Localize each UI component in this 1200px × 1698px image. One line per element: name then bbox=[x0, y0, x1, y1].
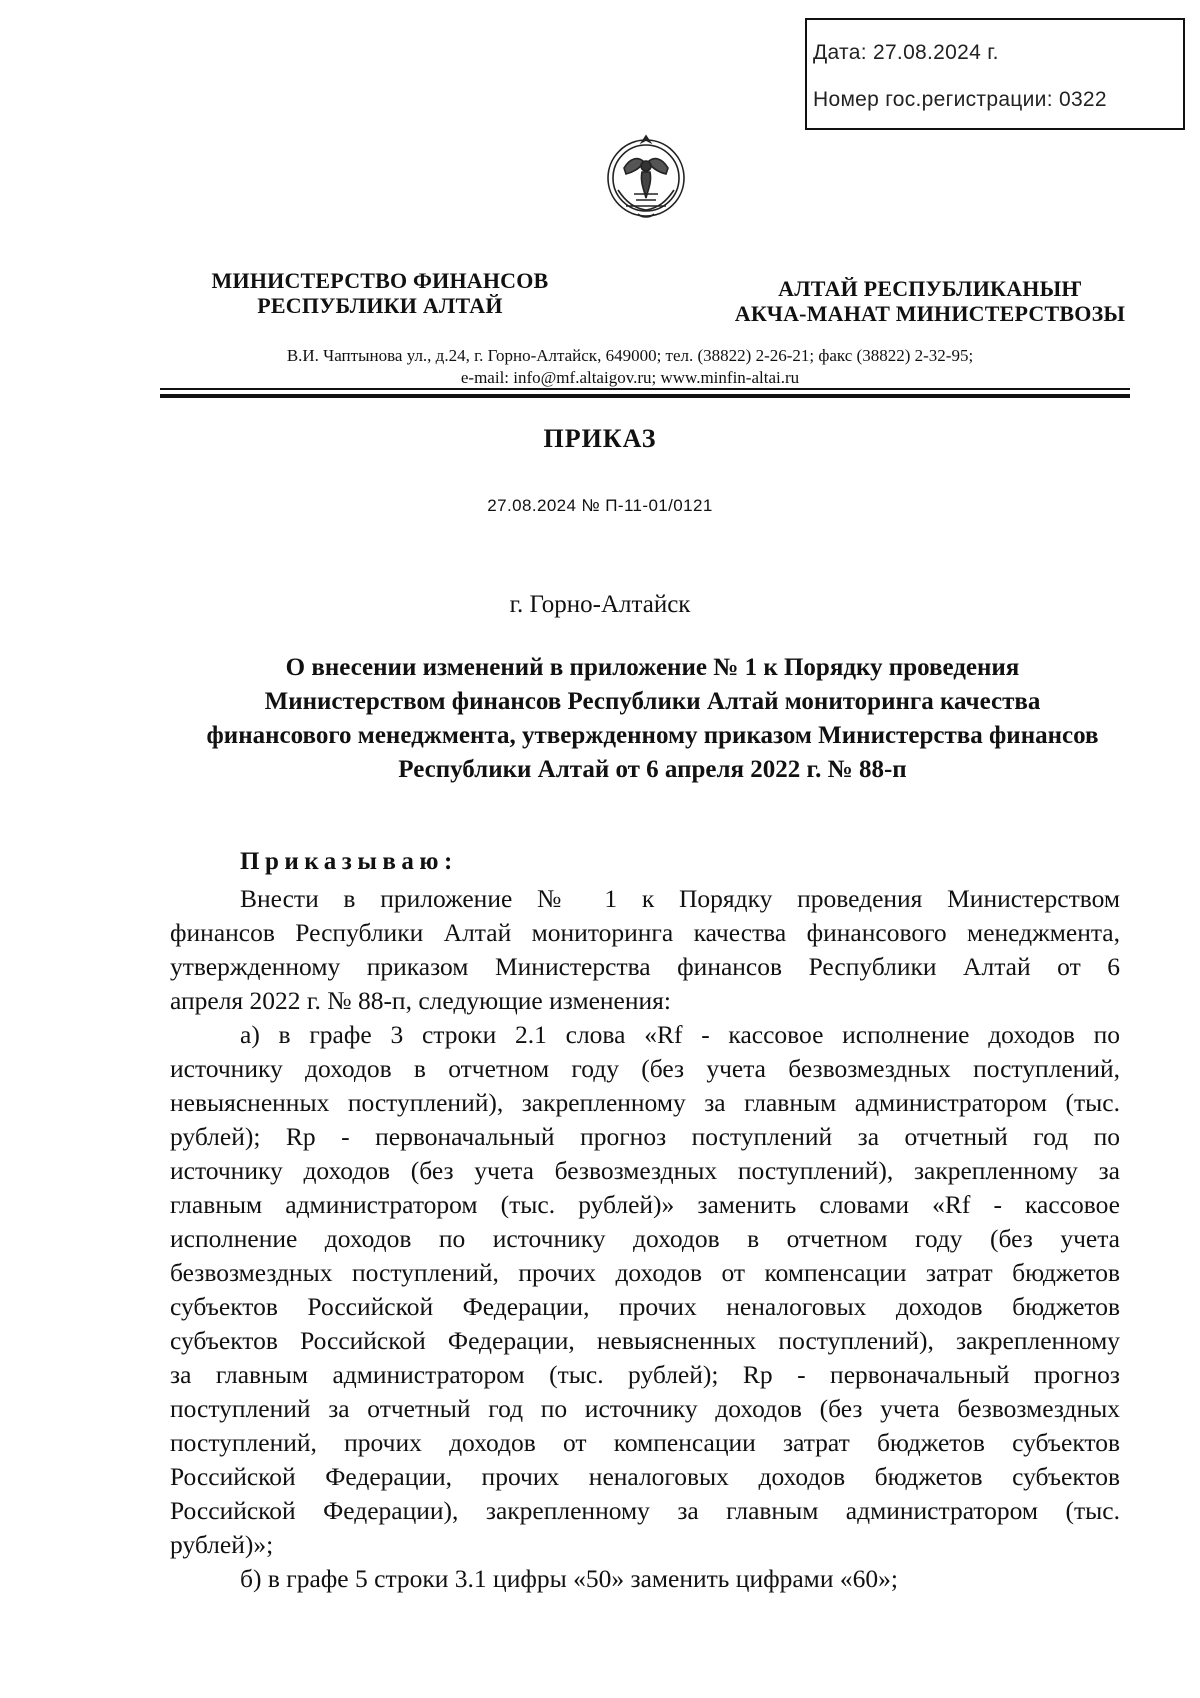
body-line: Российской Федерации, прочих неналоговых доходов бюджетов субъектов bbox=[170, 1462, 1120, 1491]
body-line: субъектов Российской Федерации, прочих неналоговых доходов бюджетов bbox=[170, 1292, 1120, 1321]
body-line: субъектов Российской Федерации, невыясненных поступлений), закрепленному bbox=[170, 1326, 1120, 1355]
body-line: главным администратором (тыс. рублей)» заменить словами «Rf - кассовое bbox=[170, 1190, 1120, 1219]
contact-address-line: В.И. Чаптынова ул., д.24, г. Горно-Алтайск, 649000; тел. (38822) 2-26-21; факс (38822) 2-32-95; bbox=[286, 346, 974, 365]
body-line: Внести в приложение № 1 к Порядку проведения Министерством bbox=[240, 884, 1120, 913]
body-line: рублей)»; bbox=[170, 1530, 274, 1559]
subject-line: Министерством финансов Республики Алтай мониторинга качества bbox=[264, 688, 1041, 715]
document-number: 27.08.2024 № П-11-01/0121 bbox=[487, 496, 713, 515]
header-divider-thin bbox=[160, 388, 1130, 390]
document-type-title: ПРИКАЗ bbox=[543, 424, 657, 453]
subject-line: Республики Алтай от 6 апреля 2022 г. № 88-п bbox=[398, 756, 907, 783]
subject-line: О внесении изменений в приложение № 1 к Порядку проведения bbox=[285, 654, 1020, 681]
ministry-ru-line-1: МИНИСТЕРСТВО ФИНАНСОВ bbox=[211, 268, 549, 293]
body-line: безвозмездных поступлений, прочих доходов от компенсации затрат бюджетов bbox=[170, 1258, 1120, 1287]
body-line: рублей); Rp - первоначальный прогноз поступлений за отчетный год по bbox=[170, 1122, 1120, 1151]
subject-line: финансового менеджмента, утвержденному приказом Министерства финансов bbox=[206, 722, 1099, 749]
body-line: Российской Федерации), закрепленному за главным администратором (тыс. bbox=[170, 1496, 1120, 1525]
order-word: Приказываю: bbox=[240, 848, 458, 875]
body-line: поступлений, прочих доходов от компенсации затрат бюджетов субъектов bbox=[170, 1428, 1120, 1457]
body-line: источнику доходов (без учета безвозмездных поступлений), закрепленному за bbox=[170, 1156, 1120, 1185]
document-subject bbox=[165, 651, 1140, 787]
body-line: поступлений за отчетный год по источнику доходов (без учета безвозмездных bbox=[170, 1394, 1120, 1423]
registration-date: Дата: 27.08.2024 г. bbox=[813, 41, 999, 64]
body-line: финансов Республики Алтай мониторинга качества финансового менеджмента, bbox=[170, 918, 1120, 947]
body-line: источнику доходов в отчетном году (без учета безвозмездных поступлений, bbox=[170, 1054, 1120, 1083]
body-line: невыясненных поступлений), закрепленному за главным администратором (тыс. bbox=[170, 1088, 1120, 1117]
document-body bbox=[170, 882, 1120, 1596]
contact-web-line: e-mail: info@mf.altaigov.ru; www.minfin-altai.ru bbox=[460, 368, 800, 387]
header-divider-thick bbox=[160, 394, 1130, 398]
registration-stamp bbox=[805, 18, 1185, 130]
ministry-name-altai bbox=[730, 276, 1130, 326]
ministry-alt-line-1: АЛТАЙ РЕСПУБЛИКАНЫҤ bbox=[778, 276, 1082, 301]
body-line: исполнение доходов по источнику доходов в отчетном году (без учета bbox=[170, 1224, 1120, 1253]
body-line: а) в графе 3 строки 2.1 слова «Rf - кассовое исполнение доходов по bbox=[240, 1020, 1120, 1049]
coat-of-arms-emblem bbox=[604, 128, 688, 238]
ministry-name-russian bbox=[205, 268, 555, 318]
ministry-ru-line-2: РЕСПУБЛИКИ АЛТАЙ bbox=[257, 293, 503, 318]
ministry-alt-line-2: АКЧА-МАНАТ МИНИСТЕРСТВОЗЫ bbox=[734, 301, 1126, 326]
body-line: б) в графе 5 строки 3.1 цифры «50» заменить цифрами «60»; bbox=[240, 1564, 898, 1593]
contact-info bbox=[160, 345, 1100, 389]
body-line: за главным администратором (тыс. рублей); Rp - первоначальный прогноз bbox=[170, 1360, 1120, 1389]
registration-number: Номер гос.регистрации: 0322 bbox=[813, 88, 1107, 111]
document-city: г. Горно-Алтайск bbox=[509, 591, 691, 618]
body-line: утвержденному приказом Министерства финансов Республики Алтай от 6 bbox=[170, 952, 1120, 981]
body-line: апреля 2022 г. № 88-п, следующие изменения: bbox=[170, 986, 671, 1015]
